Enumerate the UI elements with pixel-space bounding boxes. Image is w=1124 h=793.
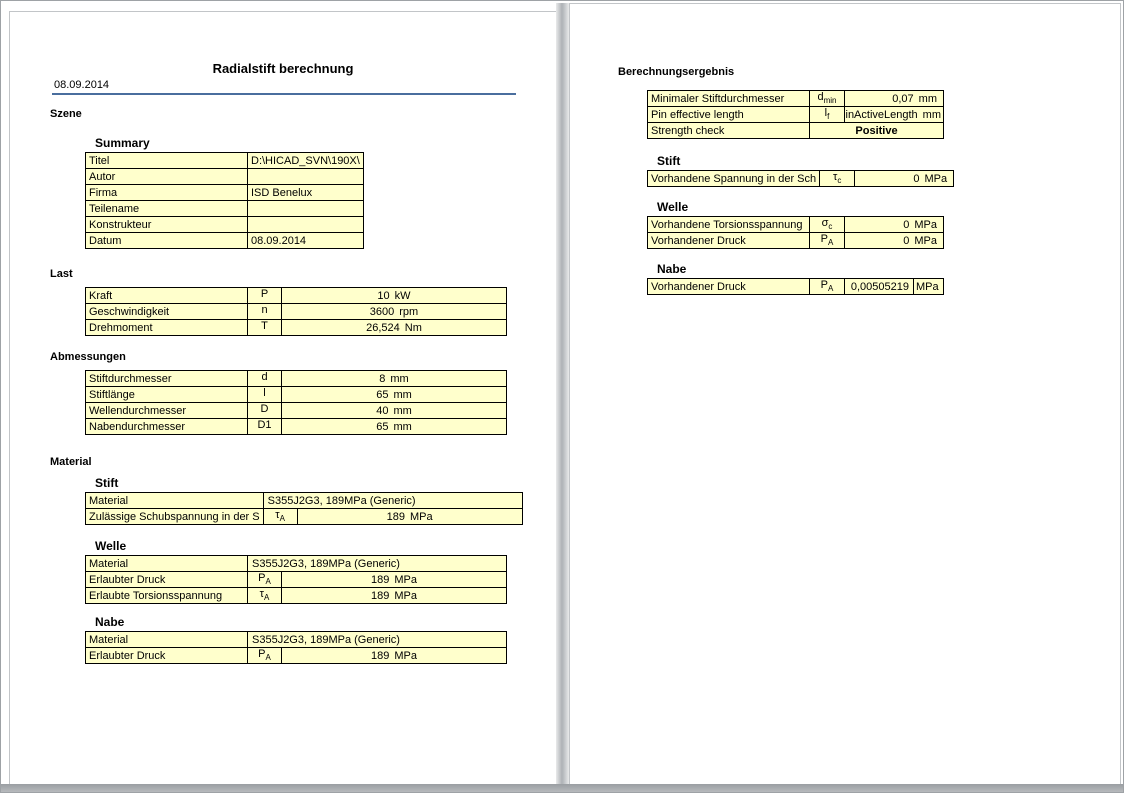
material-stift-table: [85, 492, 523, 525]
row-value: 0,07 mm: [845, 91, 944, 107]
summary-table: [85, 152, 364, 249]
row-label: Erlaubter Druck: [86, 572, 248, 588]
result-nabe-table: [647, 278, 944, 295]
row-unit: MPa: [914, 218, 937, 231]
row-value: 3600 rpm: [282, 304, 507, 320]
table-row: [86, 169, 364, 185]
row-label: Geschwindigkeit: [86, 304, 248, 320]
section-heading-berechnungsergebnis: Berechnungsergebnis: [618, 66, 735, 78]
table-row: [86, 185, 364, 201]
row-unit: kW: [394, 289, 411, 302]
row-label: Minimaler Stiftdurchmesser: [648, 91, 810, 107]
section-heading-material: Material: [50, 456, 92, 468]
row-label: Stiftlänge: [86, 387, 248, 403]
table-row: [86, 201, 364, 217]
row-value: D:\HICAD_SVN\190X\: [248, 153, 364, 169]
table-row: [648, 123, 944, 139]
section-heading-last: Last: [50, 268, 73, 280]
row-unit: Nm: [404, 321, 422, 334]
row-label: Firma: [86, 185, 248, 201]
table-row: [648, 107, 944, 123]
row-value: 0,00505219: [845, 279, 914, 295]
table-row: [86, 648, 507, 664]
row-value: S355J2G3, 189MPa (Generic): [263, 493, 522, 509]
result-stift-table: [647, 170, 954, 187]
row-value: S355J2G3, 189MPa (Generic): [248, 556, 507, 572]
table-row: [648, 233, 944, 249]
row-unit: MPa: [394, 649, 417, 662]
table-row: [86, 493, 523, 509]
material-welle-table: [85, 555, 507, 604]
row-symbol: n: [248, 304, 282, 320]
row-value: 189 MPa: [282, 588, 507, 604]
table-row: [86, 217, 364, 233]
result-table: [647, 90, 944, 139]
row-unit: MPa: [394, 573, 417, 586]
row-unit: MPa: [924, 172, 948, 185]
row-value: 26,524 Nm: [282, 320, 507, 336]
row-unit: MPa: [409, 510, 433, 523]
row-label: Autor: [86, 169, 248, 185]
table-row: [86, 556, 507, 572]
material-nabe-table: [85, 631, 507, 664]
row-symbol: $\sigma_c$: [810, 217, 845, 233]
table-row: [86, 588, 507, 604]
row-value: 0 MPa: [845, 233, 944, 249]
table-row: [86, 233, 364, 249]
row-label: Kraft: [86, 288, 248, 304]
table-row: [86, 371, 507, 387]
row-label: Teilename: [86, 201, 248, 217]
row-symbol: P: [248, 288, 282, 304]
row-unit: mm: [393, 388, 412, 401]
row-value: 40 mm: [282, 403, 507, 419]
row-value: 65 mm: [282, 387, 507, 403]
table-row: [648, 171, 954, 187]
row-symbol: D: [248, 403, 282, 419]
row-value: 08.09.2014: [248, 233, 364, 249]
subsection-heading-welle: Welle: [657, 200, 689, 214]
row-label: Vorhandener Druck: [648, 279, 810, 295]
row-symbol: $d_{min}$: [810, 91, 845, 107]
row-symbol: d: [248, 371, 282, 387]
row-symbol: $\tau_A$: [263, 509, 297, 525]
row-value: inActiveLength mm: [845, 107, 944, 123]
table-row: [86, 632, 507, 648]
row-value: 189 MPa: [297, 509, 522, 525]
subsection-heading-stift: Stift: [657, 154, 681, 168]
row-symbol: $l_f$: [810, 107, 845, 123]
row-label: Vorhandener Druck: [648, 233, 810, 249]
page-gap: [556, 3, 569, 785]
row-label: Zulässige Schubspannung in der S: [86, 509, 264, 525]
row-unit: MPa: [914, 234, 937, 247]
row-symbol: $P_A$: [810, 279, 845, 295]
row-symbol: $\tau_A$: [248, 588, 282, 604]
subsection-heading-nabe: Nabe: [95, 615, 125, 629]
row-label: Stiftdurchmesser: [86, 371, 248, 387]
result-welle-table: [647, 216, 944, 249]
page-title: Radialstift berechnung: [212, 61, 354, 76]
table-row: [86, 288, 507, 304]
row-symbol: $P_A$: [248, 648, 282, 664]
row-unit: mm: [918, 92, 937, 105]
row-value: 189 MPa: [282, 572, 507, 588]
report-page-2: [569, 3, 1121, 785]
row-label: Material: [86, 556, 248, 572]
report-date: 08.09.2014: [52, 79, 516, 95]
table-row: [86, 320, 507, 336]
row-label: Erlaubter Druck: [86, 648, 248, 664]
table-row: [86, 403, 507, 419]
strength-check-result: Positive: [810, 123, 944, 139]
row-label: Nabendurchmesser: [86, 419, 248, 435]
row-unit: mm: [393, 420, 412, 433]
row-label: Vorhandene Torsionsspannung: [648, 217, 810, 233]
report-page-1: [9, 11, 557, 785]
section-heading-abmessungen: Abmessungen: [50, 351, 126, 363]
table-row: [86, 153, 364, 169]
row-label: Strength check: [648, 123, 810, 139]
row-label: Pin effective length: [648, 107, 810, 123]
section-heading-szene: Szene: [50, 108, 82, 120]
subsection-heading-nabe: Nabe: [657, 262, 687, 276]
row-symbol: D1: [248, 419, 282, 435]
row-symbol: $P_A$: [810, 233, 845, 249]
row-unit: mm: [922, 108, 941, 121]
last-table: [85, 287, 507, 336]
table-row: [86, 572, 507, 588]
row-unit: rpm: [399, 305, 419, 318]
row-value: 0 MPa: [855, 171, 954, 187]
row-label: Erlaubte Torsionsspannung: [86, 588, 248, 604]
row-label: Titel: [86, 153, 248, 169]
row-unit: MPa: [394, 589, 417, 602]
row-unit: mm: [393, 404, 412, 417]
row-symbol: $P_A$: [248, 572, 282, 588]
subsection-heading-welle: Welle: [95, 539, 127, 553]
row-value: [248, 201, 364, 217]
table-row: [86, 509, 523, 525]
row-label: Wellendurchmesser: [86, 403, 248, 419]
row-label: Konstrukteur: [86, 217, 248, 233]
row-label: Datum: [86, 233, 248, 249]
table-row: [86, 387, 507, 403]
table-row: [648, 217, 944, 233]
row-unit: mm: [390, 372, 409, 385]
abmessungen-table: [85, 370, 507, 435]
row-label: Vorhandene Spannung in der Sch: [648, 171, 820, 187]
table-row: [648, 91, 944, 107]
row-value: [248, 217, 364, 233]
row-label: Material: [86, 632, 248, 648]
row-value: 10 kW: [282, 288, 507, 304]
row-value: ISD Benelux: [248, 185, 364, 201]
subsection-heading-summary: Summary: [95, 136, 150, 150]
row-value: 189 MPa: [282, 648, 507, 664]
row-symbol: T: [248, 320, 282, 336]
row-symbol: $\tau_c$: [820, 171, 855, 187]
row-label: Drehmoment: [86, 320, 248, 336]
row-value: S355J2G3, 189MPa (Generic): [248, 632, 507, 648]
table-row: [86, 419, 507, 435]
table-row: [86, 304, 507, 320]
bottom-scroll-band: [1, 784, 1123, 792]
table-row: [648, 279, 944, 295]
row-label: Material: [86, 493, 264, 509]
row-value: 8 mm: [282, 371, 507, 387]
row-symbol: l: [248, 387, 282, 403]
row-value: 0 MPa: [845, 217, 944, 233]
row-value: [248, 169, 364, 185]
subsection-heading-stift: Stift: [95, 476, 119, 490]
row-value: 65 mm: [282, 419, 507, 435]
row-unit: MPa: [914, 279, 944, 295]
